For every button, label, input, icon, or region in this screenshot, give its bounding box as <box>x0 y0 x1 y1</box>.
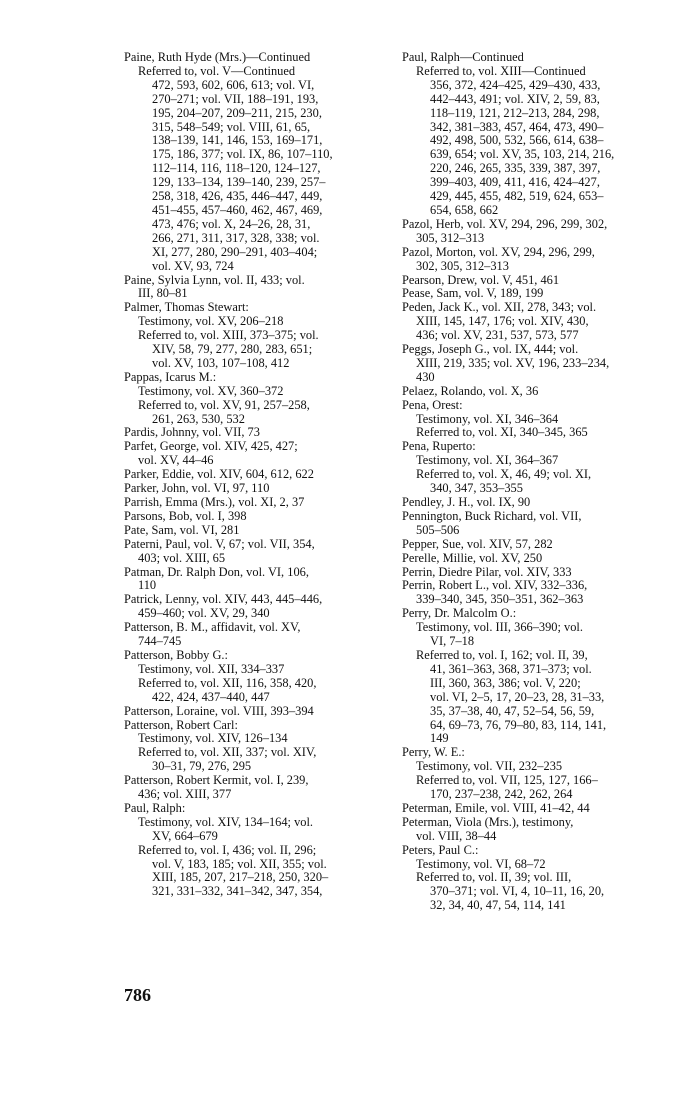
index-line: Patterson, Robert Carl: <box>124 717 238 732</box>
index-line: Pazol, Morton, vol. XV, 294, 296, 299, <box>402 244 595 259</box>
index-line: vol. V, 183, 185; vol. XII, 355; vol. <box>152 856 327 871</box>
index-line: Paine, Sylvia Lynn, vol. II, 433; vol. <box>124 272 305 287</box>
index-line: 744–745 <box>138 634 182 649</box>
index-line: 399–403, 409, 411, 416, 424–427, <box>430 175 600 190</box>
index-line: Pearson, Drew, vol. V, 451, 461 <box>402 272 560 287</box>
index-line: Referred to, vol. VII, 125, 127, 166– <box>416 773 598 788</box>
index-line: 429, 445, 455, 482, 519, 624, 653– <box>430 189 604 204</box>
index-line: 473, 476; vol. X, 24–26, 28, 31, <box>152 216 311 231</box>
index-line: Peden, Jack K., vol. XII, 278, 343; vol. <box>402 300 597 315</box>
index-line: 451–455, 457–460, 462, 467, 469, <box>152 202 323 217</box>
page-number: 786 <box>124 985 151 1005</box>
index-line: Perrin, Robert L., vol. XIV, 332–336, <box>402 578 588 593</box>
index-line: Patterson, Loraine, vol. VIII, 393–394 <box>124 703 314 718</box>
index-line: Perelle, Millie, vol. XV, 250 <box>402 550 543 565</box>
index-line: 35, 37–38, 40, 47, 52–54, 56, 59, <box>430 703 595 718</box>
index-line: 422, 424, 437–440, 447 <box>152 689 270 704</box>
index-line: 492, 498, 500, 532, 566, 614, 638– <box>430 133 604 148</box>
index-line: 321, 331–332, 341–342, 347, 354, <box>152 884 323 899</box>
index-line: Paul, Ralph—Continued <box>402 50 524 64</box>
index-line: 41, 361–363, 368, 371–373; vol. <box>430 661 592 676</box>
index-line: Peterman, Viola (Mrs.), testimony, <box>402 814 574 829</box>
index-line: 356, 372, 424–425, 429–430, 433, <box>430 77 601 92</box>
index-line: 339–340, 345, 350–351, 362–363 <box>416 592 584 607</box>
index-line: XI, 277, 280, 290–291, 403–404; <box>152 244 318 259</box>
index-column-right <box>402 51 656 913</box>
index-line: Patterson, Bobby G.: <box>124 647 228 662</box>
index-line: Referred to, vol. V—Continued <box>138 63 296 78</box>
index-line: 459–460; vol. XV, 29, 340 <box>138 606 270 621</box>
index-line: 505–506 <box>416 522 460 537</box>
index-line: Pendley, J. H., vol. IX, 90 <box>402 495 531 509</box>
index-line: Perry, Dr. Malcolm O.: <box>402 606 517 621</box>
index-line: Testimony, vol. XIV, 126–134 <box>138 731 288 746</box>
index-line: 118–119, 121, 212–213, 284, 298, <box>430 105 600 120</box>
index-line: 170, 237–238, 242, 262, 264 <box>430 787 573 802</box>
index-line: 403; vol. XIII, 65 <box>138 550 226 565</box>
index-line: 266, 271, 311, 317, 328, 338; vol. <box>152 230 320 245</box>
index-line: Parsons, Bob, vol. I, 398 <box>124 508 247 523</box>
index-line: Pazol, Herb, vol. XV, 294, 296, 299, 302, <box>402 216 608 231</box>
index-line: 112–114, 116, 118–120, 124–127, <box>152 161 321 176</box>
index-line: 472, 593, 602, 606, 613; vol. VI, <box>152 77 315 92</box>
index-line: Pena, Ruperto: <box>402 439 476 454</box>
index-line: Parker, Eddie, vol. XIV, 604, 612, 622 <box>124 467 314 482</box>
index-line: Referred to, vol. XIII—Continued <box>416 63 586 78</box>
index-line: 138–139, 141, 146, 153, 169–171, <box>152 133 323 148</box>
index-line: Pennington, Buck Richard, vol. VII, <box>402 508 582 523</box>
index-line: Patrick, Lenny, vol. XIV, 443, 445–446, <box>124 592 323 607</box>
index-line: 315, 548–549; vol. VIII, 61, 65, <box>152 119 311 134</box>
index-line: Pepper, Sue, vol. XIV, 57, 282 <box>402 536 553 551</box>
index-line: Testimony, vol. XIV, 134–164; vol. <box>138 814 314 829</box>
index-line: Perrin, Diedre Pilar, vol. XIV, 333 <box>402 564 572 579</box>
index-line: Referred to, vol. XII, 116, 358, 420, <box>138 675 317 690</box>
index-line: 340, 347, 353–355 <box>430 481 523 496</box>
index-line: 342, 381–383, 457, 464, 473, 490– <box>430 119 604 134</box>
index-line: Peters, Paul C.: <box>402 842 479 857</box>
index-line: 436; vol. XV, 231, 537, 573, 577 <box>416 328 579 343</box>
index-line: 639, 654; vol. XV, 35, 103, 214, 216, <box>430 147 615 162</box>
index-line: 32, 34, 40, 47, 54, 114, 141 <box>430 898 566 913</box>
index-line: vol. XV, 103, 107–108, 412 <box>152 355 290 370</box>
index-line: 370–371; vol. VI, 4, 10–11, 16, 20, <box>430 884 605 899</box>
index-line: VI, 7–18 <box>430 634 475 649</box>
index-column-left <box>124 51 374 899</box>
index-line: Pena, Orest: <box>402 397 463 412</box>
index-line: Paterni, Paul, vol. V, 67; vol. VII, 354, <box>124 536 315 551</box>
index-line: Parker, John, vol. VI, 97, 110 <box>124 481 270 496</box>
index-line: 195, 204–207, 209–211, 215, 230, <box>152 105 322 120</box>
index-line: Testimony, vol. XI, 346–364 <box>416 411 559 426</box>
index-line: Pelaez, Rolando, vol. X, 36 <box>402 383 539 398</box>
index-line: XV, 664–679 <box>152 828 218 843</box>
index-line: 261, 263, 530, 532 <box>152 411 245 426</box>
index-line: Testimony, vol. III, 366–390; vol. <box>416 620 583 635</box>
index-line: vol. XV, 44–46 <box>138 453 214 468</box>
index-line: Patman, Dr. Ralph Don, vol. VI, 106, <box>124 564 309 579</box>
index-line: 110 <box>138 578 157 593</box>
index-line: vol. VIII, 38–44 <box>416 828 497 843</box>
index-line: Referred to, vol. X, 46, 49; vol. XI, <box>416 467 592 482</box>
index-line: Pardis, Johnny, vol. VII, 73 <box>124 425 260 440</box>
index-line: 270–271; vol. VII, 188–191, 193, <box>152 91 319 106</box>
index-line: Testimony, vol. XI, 364–367 <box>416 453 559 468</box>
index-line: XIII, 185, 207, 217–218, 250, 320– <box>152 870 329 885</box>
index-line: Referred to, vol. XI, 340–345, 365 <box>416 425 588 440</box>
index-line: XIII, 145, 147, 176; vol. XIV, 430, <box>416 314 589 329</box>
index-line: 430 <box>416 369 435 384</box>
index-line: Parfet, George, vol. XIV, 425, 427; <box>124 439 298 454</box>
index-line: Paul, Ralph: <box>124 800 186 815</box>
index-line: 654, 658, 662 <box>430 202 499 217</box>
index-line: Testimony, vol. XII, 334–337 <box>138 661 285 676</box>
index-line: Parrish, Emma (Mrs.), vol. XI, 2, 37 <box>124 495 305 509</box>
index-line: III, 80–81 <box>138 286 188 301</box>
index-line: 129, 133–134, 139–140, 239, 257– <box>152 175 326 190</box>
index-line: Paine, Ruth Hyde (Mrs.)—Continued <box>124 50 311 64</box>
index-line: vol. XV, 93, 724 <box>152 258 234 273</box>
index-line: XIV, 58, 79, 277, 280, 283, 651; <box>152 342 313 357</box>
index-line: 220, 246, 265, 335, 339, 387, 397, <box>430 161 601 176</box>
index-line: 442–443, 491; vol. XIV, 2, 59, 83, <box>430 91 600 106</box>
index-line: Referred to, vol. XIII, 373–375; vol. <box>138 328 319 343</box>
index-line: 258, 318, 426, 435, 446–447, 449, <box>152 189 323 204</box>
index-line: 175, 186, 377; vol. IX, 86, 107–110, <box>152 147 333 162</box>
index-line: 436; vol. XIII, 377 <box>138 787 232 802</box>
index-line: Patterson, B. M., affidavit, vol. XV, <box>124 620 301 635</box>
index-line: Peterman, Emile, vol. VIII, 41–42, 44 <box>402 800 590 815</box>
index-line: Testimony, vol. VII, 232–235 <box>416 759 563 774</box>
index-line: 64, 69–73, 76, 79–80, 83, 114, 141, <box>430 717 607 732</box>
index-line: vol. VI, 2–5, 17, 20–23, 28, 31–33, <box>430 689 605 704</box>
index-line: Referred to, vol. I, 436; vol. II, 296; <box>138 842 317 857</box>
index-line: Referred to, vol. XII, 337; vol. XIV, <box>138 745 317 760</box>
index-line: XIII, 219, 335; vol. XV, 196, 233–234, <box>416 355 610 370</box>
index-line: Pease, Sam, vol. V, 189, 199 <box>402 286 544 301</box>
index-line: Testimony, vol. VI, 68–72 <box>416 856 546 871</box>
index-line: Testimony, vol. XV, 360–372 <box>138 383 284 398</box>
index-line: Referred to, vol. I, 162; vol. II, 39, <box>416 647 588 662</box>
index-line: Patterson, Robert Kermit, vol. I, 239, <box>124 773 309 788</box>
index-line: Testimony, vol. XV, 206–218 <box>138 314 284 329</box>
index-line: Peggs, Joseph G., vol. IX, 444; vol. <box>402 342 579 357</box>
index-line: Referred to, vol. XV, 91, 257–258, <box>138 397 310 412</box>
index-line: 302, 305, 312–313 <box>416 258 509 273</box>
index-line: Palmer, Thomas Stewart: <box>124 300 249 315</box>
index-line: Pappas, Icarus M.: <box>124 369 217 384</box>
index-line: Referred to, vol. II, 39; vol. III, <box>416 870 572 885</box>
index-line: Perry, W. E.: <box>402 745 465 760</box>
index-line: III, 360, 363, 386; vol. V, 220; <box>430 675 581 690</box>
index-line: 149 <box>430 731 449 746</box>
index-line: Pate, Sam, vol. VI, 281 <box>124 522 240 537</box>
index-line: 30–31, 79, 276, 295 <box>152 759 252 774</box>
index-line: 305, 312–313 <box>416 230 485 245</box>
